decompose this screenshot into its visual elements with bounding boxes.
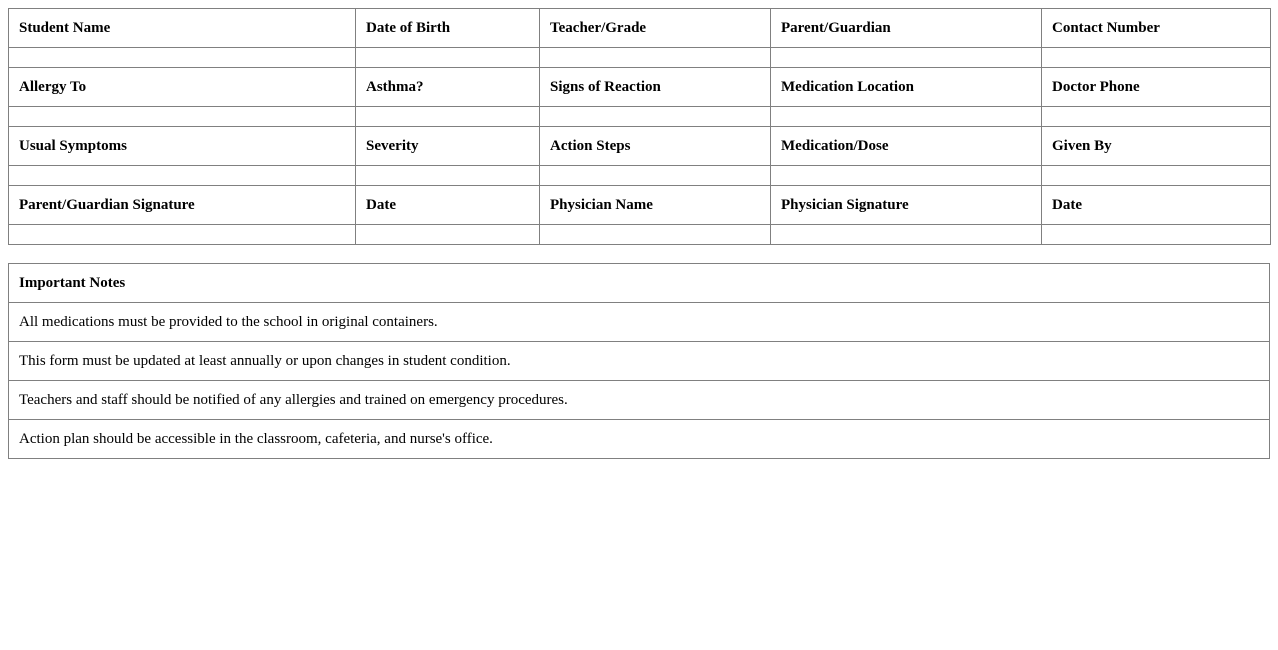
entry-cell-physician-signature[interactable] — [771, 225, 1042, 245]
field-label-severity: Severity — [356, 127, 540, 166]
entry-cell-asthma[interactable] — [356, 107, 540, 127]
entry-cell-severity[interactable] — [356, 166, 540, 186]
field-label-action-steps: Action Steps — [540, 127, 771, 166]
note-item: Teachers and staff should be notified of any allergies and trained on emergency procedures. — [9, 381, 1270, 420]
important-notes-table — [8, 263, 1270, 459]
entry-cell-teacher-grade[interactable] — [540, 48, 771, 68]
field-label-parent-guardian: Parent/Guardian — [771, 9, 1042, 48]
field-label-parent-signature: Parent/Guardian Signature — [9, 186, 356, 225]
entry-cell-doctor-phone[interactable] — [1042, 107, 1271, 127]
field-label-date-of-birth: Date of Birth — [356, 9, 540, 48]
note-item: Action plan should be accessible in the classroom, cafeteria, and nurse's office. — [9, 420, 1270, 459]
entry-cell-given-by[interactable] — [1042, 166, 1271, 186]
entry-cell-parent-signature[interactable] — [9, 225, 356, 245]
note-item: All medications must be provided to the school in original containers. — [9, 303, 1270, 342]
note-item: This form must be updated at least annually or upon changes in student condition. — [9, 342, 1270, 381]
entry-cell-signs-of-reaction[interactable] — [540, 107, 771, 127]
field-label-physician-signature: Physician Signature — [771, 186, 1042, 225]
field-label-medication-dose: Medication/Dose — [771, 127, 1042, 166]
field-label-given-by: Given By — [1042, 127, 1271, 166]
entry-cell-physician-name[interactable] — [540, 225, 771, 245]
field-label-physician-signature-date: Date — [1042, 186, 1271, 225]
field-label-signs-of-reaction: Signs of Reaction — [540, 68, 771, 107]
entry-cell-parent-guardian[interactable] — [771, 48, 1042, 68]
label-row — [9, 9, 1271, 48]
allergy-action-form — [8, 8, 1270, 459]
field-label-asthma: Asthma? — [356, 68, 540, 107]
entry-cell-action-steps[interactable] — [540, 166, 771, 186]
notes-header-row — [9, 264, 1270, 303]
notes-title: Important Notes — [9, 264, 1270, 303]
entry-cell-date-of-birth[interactable] — [356, 48, 540, 68]
note-row — [9, 381, 1270, 420]
entry-row — [9, 166, 1271, 186]
entry-cell-student-name[interactable] — [9, 48, 356, 68]
entry-row — [9, 107, 1271, 127]
label-row — [9, 127, 1271, 166]
entry-cell-medication-dose[interactable] — [771, 166, 1042, 186]
field-label-allergy-to: Allergy To — [9, 68, 356, 107]
label-row — [9, 186, 1271, 225]
entry-cell-medication-location[interactable] — [771, 107, 1042, 127]
entry-cell-contact-number[interactable] — [1042, 48, 1271, 68]
field-label-physician-name: Physician Name — [540, 186, 771, 225]
student-info-table — [8, 8, 1271, 245]
entry-cell-usual-symptoms[interactable] — [9, 166, 356, 186]
field-label-usual-symptoms: Usual Symptoms — [9, 127, 356, 166]
label-row — [9, 68, 1271, 107]
field-label-contact-number: Contact Number — [1042, 9, 1271, 48]
entry-cell-parent-signature-date[interactable] — [356, 225, 540, 245]
field-label-teacher-grade: Teacher/Grade — [540, 9, 771, 48]
entry-cell-allergy-to[interactable] — [9, 107, 356, 127]
entry-row — [9, 48, 1271, 68]
note-row — [9, 420, 1270, 459]
note-row — [9, 342, 1270, 381]
field-label-medication-location: Medication Location — [771, 68, 1042, 107]
field-label-parent-signature-date: Date — [356, 186, 540, 225]
field-label-doctor-phone: Doctor Phone — [1042, 68, 1271, 107]
field-label-student-name: Student Name — [9, 9, 356, 48]
note-row — [9, 303, 1270, 342]
entry-cell-physician-signature-date[interactable] — [1042, 225, 1271, 245]
entry-row — [9, 225, 1271, 245]
